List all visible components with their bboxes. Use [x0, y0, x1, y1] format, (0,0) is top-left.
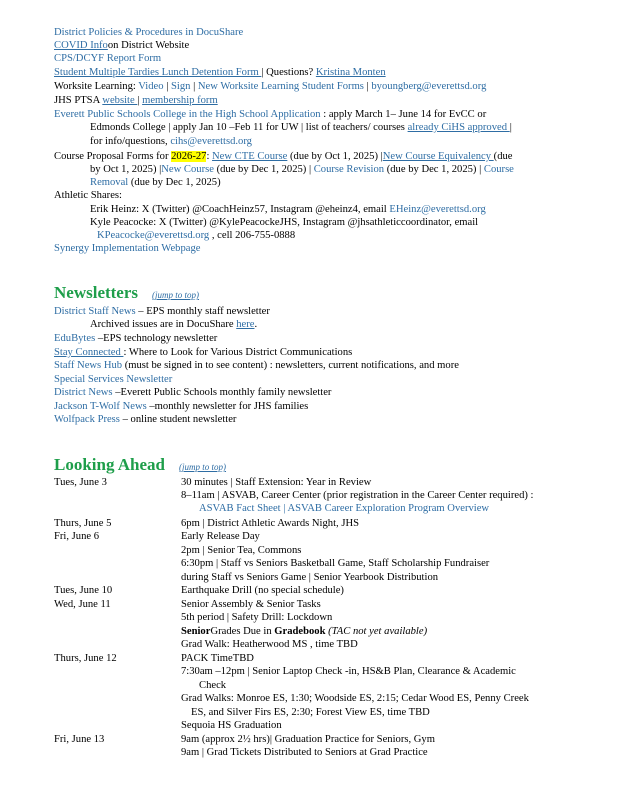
- cihs-info-line: [90, 135, 252, 148]
- course-year-highlight: 2026-27: [171, 151, 207, 162]
- course-word-link[interactable]: Course: [483, 164, 514, 175]
- event-text: PACK TimeTBD: [181, 653, 254, 664]
- erik-text: Erik Heinz: X (Twitter) @CoachHeinz57, Instagram @eheinz4, email: [90, 204, 390, 215]
- erik-email-link[interactable]: EHeinz@everettsd.org: [389, 204, 486, 215]
- course-proposal-line: Course Proposal Forms for 2026-27: New CTE Course (due by Oct 1, 2025) |New Course Equivalency (due: [54, 151, 513, 162]
- covid-info-link[interactable]: COVID Info: [54, 40, 108, 51]
- newsletter-desc: –monthly newsletter for JHS families: [146, 401, 309, 412]
- event-text: 8–11am | ASVAB, Career Center (prior registration in the Career Center required) :: [181, 490, 534, 501]
- newsletter-item: [54, 413, 236, 426]
- worksite-new-link[interactable]: New Worksite Learning Student Forms: [197, 81, 367, 92]
- looking-ahead-title: Looking Ahead: [54, 455, 166, 474]
- kyle-cell-text: , cell 206-755-0888: [209, 230, 296, 241]
- event-date: Thurs, June 12: [54, 653, 117, 664]
- event-text: 7:30am –12pm | Senior Laptop Check -in, HS&B Plan, Clearance & Academic: [181, 666, 516, 677]
- event-date: Fri, June 6: [54, 531, 100, 542]
- newsletters-heading: [54, 283, 199, 305]
- event-text: Sequoia HS Graduation: [181, 720, 282, 731]
- event-text: ES, and Silver Firs ES, 2:30; Forest View ES, time TBD: [191, 707, 430, 718]
- covid-info-line: [54, 39, 189, 52]
- wolfpack-press-link[interactable]: Wolfpack Press: [54, 414, 120, 425]
- event-text: 30 minutes | Staff Extension: Year in Review: [181, 477, 372, 488]
- cps-report-line: [54, 52, 161, 65]
- tac-note: (TAC not yet available): [325, 626, 428, 637]
- archive-here-link[interactable]: here: [236, 319, 255, 330]
- event-text: Check: [199, 680, 227, 691]
- kyle-email-line: [97, 229, 295, 242]
- stay-connected-link[interactable]: Stay Connected: [54, 347, 124, 358]
- gradebook-text: Gradebook: [274, 626, 326, 637]
- event-text: 6pm | District Athletic Awards Night, JHS: [181, 518, 359, 529]
- edmonds-text: Edmonds College | apply Jan 10 –Feb 11 for UW | list of teachers/ courses: [90, 122, 408, 133]
- removal-due-text: (due by Dec 1, 2025): [128, 177, 221, 188]
- synergy-line: [54, 242, 200, 255]
- event-text: Grad Walks: Monroe ES, 1:30; Woodside ES, 2:15; Cedar Wood ES, Penny Creek: [181, 693, 529, 704]
- tardies-form-link[interactable]: Student Multiple Tardies Lunch Detention Form: [54, 67, 262, 78]
- event-text: during Staff vs Seniors Game | Senior Yearbook Distribution: [181, 572, 439, 583]
- new-cte-link[interactable]: New CTE Course: [212, 151, 288, 162]
- athletic-label: Athletic Shares:: [54, 190, 122, 201]
- event-date: Tues, June 10: [54, 585, 113, 596]
- equivalency-due-text: (due: [493, 151, 513, 162]
- grades-senior: Senior: [181, 626, 211, 637]
- cihs-email-link[interactable]: cihs@everettsd.org: [170, 136, 252, 147]
- twolf-news-link[interactable]: Jackson T-Wolf News: [54, 401, 147, 412]
- event-date: Thurs, June 5: [54, 518, 112, 529]
- new-course-link[interactable]: New Course: [161, 164, 214, 175]
- event-text: 9am (approx 2½ hrs)| Graduation Practice for Seniors, Gym: [181, 734, 435, 745]
- newsletter-desc: – online student newsletter: [119, 414, 237, 425]
- event-text: 5th period | Safety Drill: Lockdown: [181, 612, 333, 623]
- newsletter-item: [54, 386, 331, 399]
- new-course-due-text: (due by Dec 1, 2025) |: [213, 164, 314, 175]
- tardies-contact-link[interactable]: Kristina Monten: [315, 67, 386, 78]
- cihs-approved-link[interactable]: already CiHS approved: [407, 122, 510, 133]
- kyle-email-link[interactable]: KPeacocke@everettsd.org: [97, 230, 210, 241]
- newsletter-item: [54, 332, 217, 345]
- kyle-line: [90, 216, 478, 229]
- district-policies-link[interactable]: District Policies & Procedures in DocuShare: [54, 27, 244, 38]
- kyle-text: Kyle Peacocke: X (Twitter) @KylePeacockeJHS, Instagram @jhsathleticcoordinator, email: [90, 217, 479, 228]
- event-text: 9am | Grad Tickets Distributed to Seniors at Grad Practice: [181, 747, 428, 758]
- newsletter-item: [90, 318, 257, 331]
- worksite-sign-link[interactable]: Sign: [170, 81, 191, 92]
- eps-college-link[interactable]: Everett Public Schools College in the High School Application: [54, 109, 321, 120]
- worksite-line: Worksite Learning: Video | Sign | New Worksite Learning Student Forms | byoungberg@everettsd.org: [54, 81, 487, 92]
- ptsa-label: JHS PTSA: [54, 95, 103, 106]
- ptsa-line: JHS PTSA website | membership form: [54, 95, 218, 106]
- staff-news-link[interactable]: District Staff News: [54, 306, 136, 317]
- special-services-link[interactable]: Special Services Newsletter: [54, 374, 173, 385]
- athletic-shares-line: [54, 189, 122, 202]
- event-text: 6:30pm | Staff vs Seniors Basketball Game, Staff Scholarship Fundraiser: [181, 558, 490, 569]
- newsletter-desc: Archived issues are in DocuShare: [90, 319, 237, 330]
- newsletter-desc: (must be signed in to see content) : newsletters, current notifications, and more: [122, 360, 459, 371]
- looking-ahead-jump-link[interactable]: (jump to top): [179, 462, 227, 472]
- course-proposal-line-2: [90, 163, 514, 176]
- newsletters-jump-link[interactable]: (jump to top): [152, 290, 200, 300]
- newsletter-item: [54, 400, 308, 413]
- cps-report-link[interactable]: CPS/DCYF Report Form: [54, 53, 162, 64]
- newsletter-item: [54, 305, 270, 318]
- worksite-label: Worksite Learning:: [54, 81, 139, 92]
- district-news-link[interactable]: District News: [54, 387, 113, 398]
- covid-info-text: on District Website: [107, 40, 190, 51]
- cte-due-text: (due by Oct 1, 2025) |: [287, 151, 383, 162]
- event-text: Senior Assembly & Senior Tasks: [181, 599, 321, 610]
- newsletter-desc-end: .: [254, 319, 258, 330]
- college-line: [54, 108, 486, 121]
- grades-mid: Grades Due in: [210, 626, 275, 637]
- ptsa-website-link[interactable]: website: [102, 95, 138, 106]
- worksite-email-link[interactable]: byoungberg@everettsd.org: [371, 81, 487, 92]
- asvab-links[interactable]: ASVAB Fact Sheet | ASVAB Career Exploration Program Overview: [199, 503, 490, 514]
- event-text: Early Release Day: [181, 531, 260, 542]
- edmonds-line: Edmonds College | apply Jan 10 –Feb 11 for UW | list of teachers/ courses already CiHS approved |: [90, 122, 512, 133]
- newsletter-desc: –EPS technology newsletter: [95, 333, 218, 344]
- event-date: Tues, June 3: [54, 477, 107, 488]
- tardies-questions-text: | Questions?: [261, 67, 316, 78]
- course-removal-line: [90, 176, 221, 189]
- event-text: Grad Walk: Heatherwood MS , time TBD: [181, 639, 358, 650]
- newsletter-item: [54, 346, 352, 359]
- line2-text: by Oct 1, 2025) |: [90, 164, 162, 175]
- event-text: Earthquake Drill (no special schedule): [181, 585, 344, 596]
- eps-college-text: : apply March 1– June 14 for EvCC or: [320, 109, 487, 120]
- erik-line: [90, 203, 486, 216]
- event-text: 2pm | Senior Tea, Commons: [181, 545, 302, 556]
- tardies-line: [54, 66, 386, 79]
- newsletters-title: Newsletters: [54, 283, 139, 302]
- course-label: Course Proposal Forms for: [54, 151, 172, 162]
- revision-due-text: (due by Dec 1, 2025) |: [384, 164, 484, 175]
- course-revision-link[interactable]: Course Revision: [313, 164, 385, 175]
- newsletter-item: [54, 359, 459, 372]
- looking-ahead-heading: [54, 455, 226, 477]
- district-policies-line: [54, 26, 243, 39]
- edubytes-link[interactable]: EduBytes: [54, 333, 96, 344]
- newsletter-desc: –Everett Public Schools monthly family newsletter: [112, 387, 332, 398]
- worksite-video-link[interactable]: Video: [138, 81, 164, 92]
- event-date: Fri, June 13: [54, 734, 105, 745]
- newsletter-item: [54, 373, 172, 386]
- synergy-link[interactable]: Synergy Implementation Webpage: [54, 243, 201, 254]
- newsletter-desc: – EPS monthly staff newsletter: [135, 306, 270, 317]
- course-removal-link[interactable]: Removal: [90, 177, 129, 188]
- staff-news-hub-link[interactable]: Staff News Hub: [54, 360, 123, 371]
- event-date: Wed, June 11: [54, 599, 111, 610]
- cihs-info-text: for info/questions,: [90, 136, 171, 147]
- course-equivalency-link[interactable]: New Course Equivalency: [382, 151, 494, 162]
- ptsa-membership-link[interactable]: membership form: [142, 95, 218, 106]
- grades-due-line: [181, 625, 427, 638]
- newsletter-desc: : Where to Look for Various District Communications: [123, 347, 353, 358]
